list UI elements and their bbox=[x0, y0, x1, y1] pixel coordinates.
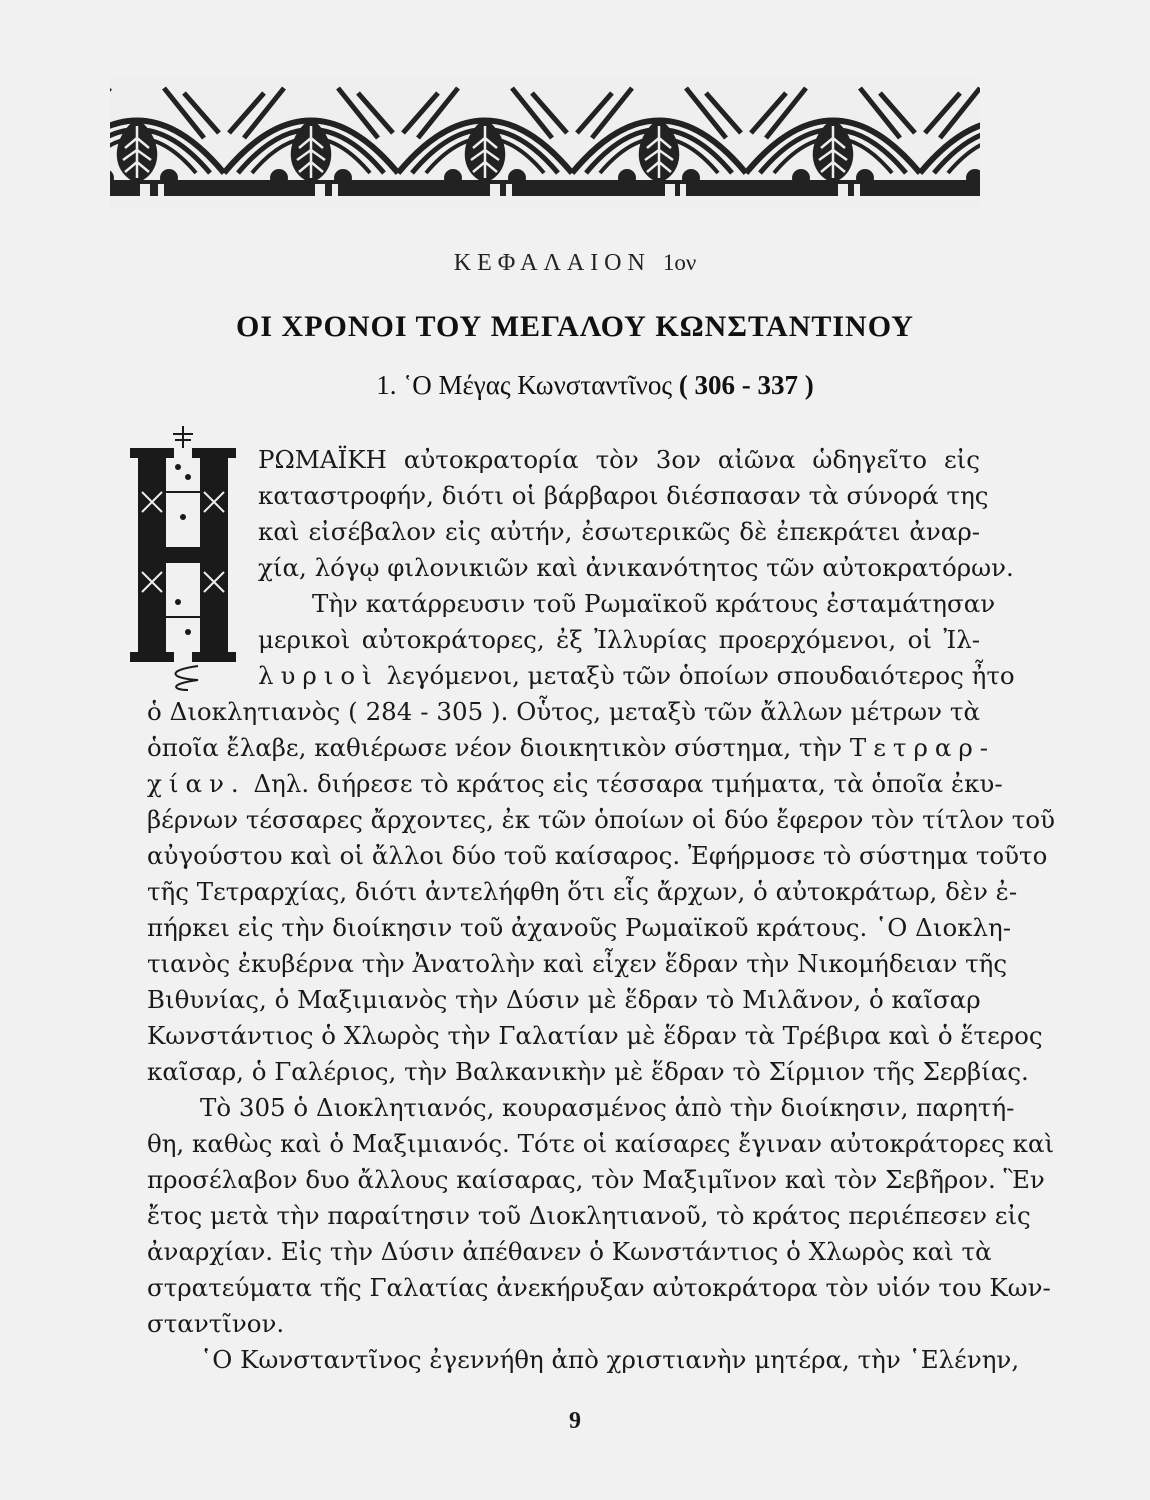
dropcap-initial bbox=[128, 422, 238, 692]
text-line: καῖσαρ, ὁ Γαλέριος, τὴν Βαλκανικὴν μὲ ἕδραν τὸ Σίρμιον τῆς Σερβίας. bbox=[147, 1057, 1029, 1086]
text-line: ῾Ο Κωνσταντῖνος ἐγεννήθη ἀπὸ χριστιανὴν μητέρα, τὴν ῾Ελένην, bbox=[200, 1345, 1020, 1374]
text-line: στρατεύματα τῆς Γαλατίας ἀνεκήρυξαν αὐτοκράτορα τὸν υἱόν του Κων- bbox=[147, 1273, 1051, 1302]
text-line bbox=[147, 733, 996, 762]
text-line: ἔτος μετὰ τὴν παραίτησιν τοῦ Διοκλητιανοῦ, τὸ κράτος περιέπεσεν εἰς bbox=[147, 1201, 1031, 1230]
text-line: πήρκει εἰς τὴν διοίκησιν τοῦ ἀχανοῦς Ρωμαϊκοῦ κράτους. ῾Ο Διοκλη- bbox=[147, 913, 1011, 942]
text-line: μερικοὶ αὐτοκράτορες, ἐξ Ἰλλυρίας προερχόμενοι, οἱ Ἰλ- bbox=[258, 625, 980, 654]
text-line: ὁ Διοκλητιανὸς ( 284 - 305 ). Οὗτος, μεταξὺ τῶν ἄλλων μέτρων τὰ bbox=[147, 697, 980, 726]
page-title: ΟΙ ΧΡΟΝΟΙ ΤΟΥ ΜΕΓΑΛΟΥ ΚΩΝΣΤΑΝΤΙΝΟΥ bbox=[236, 310, 914, 343]
spaced-word: λυριοὶ bbox=[258, 661, 379, 690]
text-line: χία, λόγῳ φιλονικιῶν καὶ ἀνικανότητος τῶν αὐτοκρατόρων. bbox=[258, 553, 1014, 582]
text-segment: λεγόμενοι, μεταξὺ τῶν ὁποίων σπουδαιότερος ἦτο bbox=[386, 661, 1015, 690]
text-line: Τὴν κατάρρευσιν τοῦ Ρωμαϊκοῦ κράτους ἐσταμάτησαν bbox=[312, 589, 996, 618]
text-segment: Δηλ. διήρεσε τὸ κράτος εἰς τέσσαρα τμήματα, τὰ ὁποῖα ἐκυ- bbox=[253, 769, 1003, 798]
page-number: 9 bbox=[569, 1408, 581, 1434]
text-line bbox=[258, 661, 1015, 690]
text-line: βέρνων τέσσαρες ἄρχοντες, ἐκ τῶν ὁποίων οἱ δύο ἔφερον τὸν τίτλον τοῦ bbox=[147, 805, 1055, 834]
text-line: Βιθυνίας, ὁ Μαξιμιανὸς τὴν Δύσιν μὲ ἕδραν τὸ Μιλᾶνον, ὁ καῖσαρ bbox=[147, 985, 981, 1014]
text-line: τῆς Τετραρχίας, διότι ἀντελήφθη ὅτι εἷς ἄρχων, ὁ αὐτοκράτωρ, δὲν ἐ- bbox=[147, 877, 1018, 906]
text-line: ἀναρχίαν. Εἰς τὴν Δύσιν ἀπέθανεν ὁ Κωνστάντιος ὁ Χλωρὸς καὶ τὰ bbox=[147, 1237, 992, 1266]
text-line: αὐγούστου καὶ οἱ ἄλλοι δύο τοῦ καίσαρος. Ἐφήρμοσε τὸ σύστημα τοῦτο bbox=[147, 841, 1048, 870]
text-line: σταντῖνον. bbox=[147, 1309, 285, 1338]
section-heading bbox=[0, 370, 1150, 401]
spaced-word: χίαν. bbox=[147, 769, 246, 798]
text-segment: ὁποῖα ἔλαβε, καθιέρωσε νέον διοικητικὸν σύστημα, τὴν bbox=[147, 733, 843, 762]
text-line: προσέλαβον δυο ἄλλους καίσαρας, τὸν Μαξιμῖνον καὶ τὸν Σεβῆρον. Ἓν bbox=[147, 1165, 1045, 1194]
chapter-ordinal: 1ον bbox=[662, 250, 697, 275]
text-line: καὶ εἰσέβαλον εἰς αὐτήν, ἐσωτερικῶς δὲ ἐπεκράτει ἀναρ- bbox=[258, 517, 980, 546]
text-line: θη, καθὼς καὶ ὁ Μαξιμιανός. Τότε οἱ καίσαρες ἔγιναν αὐτοκράτορες καὶ bbox=[147, 1129, 1055, 1158]
section-dates: ( 306 - 337 ) bbox=[678, 370, 814, 400]
spaced-word: Τετραρ- bbox=[849, 733, 996, 762]
chapter-label: ΚΕΦΑΛΑΙΟΝ bbox=[453, 250, 651, 276]
chapter-heading bbox=[0, 250, 1150, 277]
text-line: τιανὸς ἐκυβέρνα τὴν Ἀνατολὴν καὶ εἶχεν ἕδραν τὴν Νικομήδειαν τῆς bbox=[147, 949, 1008, 978]
text-line: Τὸ 305 ὁ Διοκλητιανός, κουρασμένος ἀπὸ τὴν διοίκησιν, παρητή- bbox=[200, 1093, 1015, 1122]
ornamental-headpiece bbox=[110, 78, 980, 208]
text-line: ΡΩΜΑΪΚΗ αὐτοκρατορία τὸν 3ον αἰῶνα ὡδηγεῖτο εἰς bbox=[258, 445, 980, 474]
text-line bbox=[147, 769, 1003, 798]
text-line: καταστροφήν, διότι οἱ βάρβαροι διέσπασαν τὰ σύνορά της bbox=[258, 481, 989, 510]
text-line: Κωνστάντιος ὁ Χλωρὸς τὴν Γαλατίαν μὲ ἕδραν τὰ Τρέβιρα καὶ ὁ ἕτερος bbox=[147, 1021, 1043, 1050]
section-number: 1. bbox=[376, 370, 397, 400]
section-title: ῾Ο Μέγας Κωνσταντῖνος bbox=[403, 370, 673, 400]
